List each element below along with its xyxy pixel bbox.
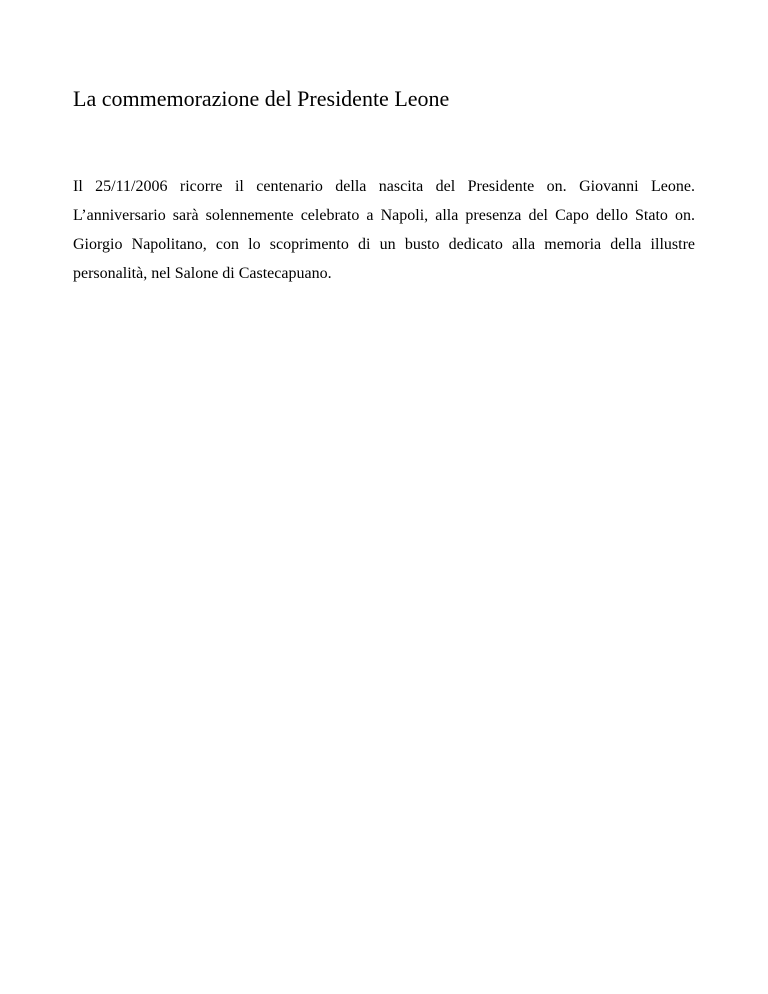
document-title: La commemorazione del Presidente Leone: [73, 86, 450, 111]
body-paragraph: Il 25/11/2006 ricorre il centenario della nascita del Presidente on. Giovanni Leone. L’anniversario sarà solennemente celebrato a Napoli, alla presenza del Capo dello Stato on. Giorgio Napolitano, con lo scoprimento di un busto dedicato alla memoria della illustre personalità, nel Salone di Castecapuano.: [73, 178, 695, 282]
